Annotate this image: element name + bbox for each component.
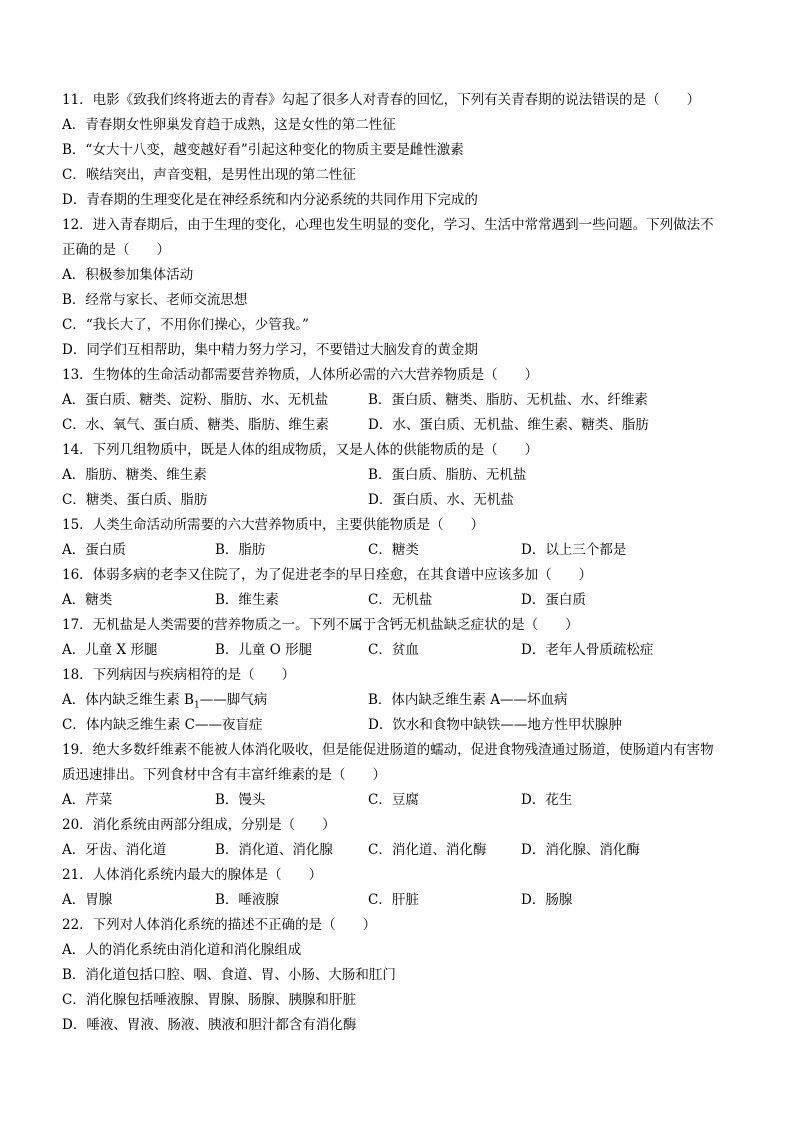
option-d: D．肠腺 <box>521 892 573 908</box>
question-20 <box>62 813 742 863</box>
question-stem: 22．下列对人体消化系统的描述不正确的是（ ） <box>62 917 377 933</box>
option-c: C．水、氧气、蛋白质、糖类、脂肪、维生素 <box>62 417 329 433</box>
options-row <box>62 538 742 563</box>
question-11 <box>62 88 742 213</box>
question-stem: 16．体弱多病的老李又住院了，为了促进老李的早日痊愈，在其食谱中应该多加（ ） <box>62 567 593 583</box>
option-a: A．牙齿、消化道 <box>62 842 167 858</box>
option-c: C．豆腐 <box>368 792 419 808</box>
option-b: B．“女大十八变，越变越好看”引起这种变化的物质主要是雌性激素 <box>62 142 464 158</box>
option-b: B．蛋白质、糖类、脂肪、无机盐、水、纤维素 <box>368 392 648 408</box>
option-d: D．花生 <box>521 792 573 808</box>
option-d: D．同学们互相帮助，集中精力努力学习，不要错过大脑发育的黄金期 <box>62 342 478 358</box>
options-row-2 <box>62 713 742 738</box>
options-row-1 <box>62 688 742 713</box>
option-d: D．唾液、胃液、肠液、胰液和胆汁都含有消化酶 <box>62 1017 357 1033</box>
options-row <box>62 588 742 613</box>
option-b: B．经常与家长、老师交流思想 <box>62 292 248 308</box>
option-a: A．胃腺 <box>62 892 113 908</box>
question-stem-line-1: 19．绝大多数纤维素不能被人体消化吸收，但是能促进肠道的蠕动，促进食物残渣通过肠道，使肠道内有害物 <box>62 742 714 758</box>
option-b: B．唾液腺 <box>215 892 279 908</box>
question-stem-line-2: 正确的是（ ） <box>62 242 170 258</box>
exam-page <box>62 88 742 1038</box>
option-d: D．消化腺、消化酶 <box>521 842 640 858</box>
question-stem: 13．生物体的生命活动都需要营养物质，人体所必需的六大营养物质是（ ） <box>62 367 539 383</box>
question-14 <box>62 438 742 513</box>
options-row-1 <box>62 463 742 488</box>
question-stem: 14．下列几组物质中，既是人体的组成物质，又是人体的供能物质的是（ ） <box>62 442 539 458</box>
option-c: C．贫血 <box>368 642 419 658</box>
question-15 <box>62 513 742 563</box>
option-d: D．老年人骨质疏松症 <box>521 642 654 658</box>
option-a-subscript: 1 <box>193 700 200 711</box>
question-stem: 17．无机盐是人类需要的营养物质之一。下列不属于含钙无机盐缺乏症状的是（ ） <box>62 617 579 633</box>
question-stem-line-2: 质迅速排出。下列食材中含有丰富纤维素的是（ ） <box>62 767 386 783</box>
option-a: A．青春期女性卵巢发育趋于成熟，这是女性的第二性征 <box>62 117 396 133</box>
option-c: C．体内缺乏维生素 C——夜盲症 <box>62 717 263 733</box>
option-b: B．蛋白质、脂肪、无机盐 <box>368 467 527 483</box>
options-row <box>62 888 742 913</box>
question-18 <box>62 663 742 738</box>
options-row-1 <box>62 388 742 413</box>
option-a <box>62 688 368 713</box>
option-c: C．肝脏 <box>368 892 419 908</box>
question-stem: 18．下列病因与疾病相符的是（ ） <box>62 667 296 683</box>
option-c: C．消化腺包括唾液腺、胃腺、肠腺、胰腺和肝脏 <box>62 992 356 1008</box>
option-b: B．儿童 O 形腿 <box>215 642 313 658</box>
option-a: A．蛋白质、糖类、淀粉、脂肪、水、无机盐 <box>62 392 329 408</box>
question-13 <box>62 363 742 438</box>
options-row <box>62 788 742 813</box>
question-21 <box>62 863 742 913</box>
option-c: C．糖类、蛋白质、脂肪 <box>62 492 208 508</box>
option-d: D．青春期的生理变化是在神经系统和内分泌系统的共同作用下完成的 <box>62 192 478 208</box>
option-b: B．消化道包括口腔、咽、食道、胃、小肠、大肠和肛门 <box>62 967 396 983</box>
option-c: C．喉结突出，声音变粗，是男性出现的第二性征 <box>62 167 356 183</box>
option-b: B．体内缺乏维生素 A——坏血病 <box>368 692 568 708</box>
question-19 <box>62 738 742 813</box>
question-22 <box>62 913 742 1038</box>
question-stem-line-1: 12．进入青春期后，由于生理的变化，心理也发生明显的变化，学习、生活中常常遇到一些问题。下列做法不 <box>62 217 714 233</box>
option-b: B．馒头 <box>215 792 266 808</box>
option-c: C．“我长大了，不用你们操心，少管我。” <box>62 317 309 333</box>
option-c: C．消化道、消化酶 <box>368 842 487 858</box>
option-a: A．儿童 X 形腿 <box>62 642 158 658</box>
question-12 <box>62 213 742 363</box>
options-row-2 <box>62 488 742 513</box>
option-d: D．饮水和食物中缺铁——地方性甲状腺肿 <box>368 717 622 733</box>
options-row-2 <box>62 413 742 438</box>
question-17 <box>62 613 742 663</box>
option-a: A．糖类 <box>62 592 113 608</box>
question-stem: 11．电影《致我们终将逝去的青春》勾起了很多人对青春的回忆，下列有关青春期的说法错误的是（ ） <box>62 92 701 108</box>
question-stem: 15．人类生命活动所需要的六大营养物质中，主要供能物质是（ ） <box>62 517 485 533</box>
option-d: D．以上三个都是 <box>521 542 627 558</box>
option-d: D．水、蛋白质、无机盐、维生素、糖类、脂肪 <box>368 417 649 433</box>
option-a: A．蛋白质 <box>62 542 126 558</box>
option-a-suffix: ——脚气病 <box>199 692 268 708</box>
option-b: B．消化道、消化腺 <box>215 842 333 858</box>
question-stem: 20．消化系统由两部分组成，分别是（ ） <box>62 817 336 833</box>
option-d: D．蛋白质 <box>521 592 586 608</box>
options-row <box>62 838 742 863</box>
option-c: C．糖类 <box>368 542 419 558</box>
question-stem: 21．人体消化系统内最大的腺体是（ ） <box>62 867 323 883</box>
option-a: A．脂肪、糖类、维生素 <box>62 467 207 483</box>
question-16 <box>62 563 742 613</box>
option-d: D．蛋白质、水、无机盐 <box>368 492 514 508</box>
option-c: C．无机盐 <box>368 592 433 608</box>
option-b: B．维生素 <box>215 592 279 608</box>
option-a: A．人的消化系统由消化道和消化腺组成 <box>62 942 302 958</box>
option-a-prefix: A．体内缺乏维生素 B <box>62 692 194 708</box>
options-row <box>62 638 742 663</box>
option-a: A．芹菜 <box>62 792 113 808</box>
option-b: B．脂肪 <box>215 542 266 558</box>
option-a: A．积极参加集体活动 <box>62 267 194 283</box>
